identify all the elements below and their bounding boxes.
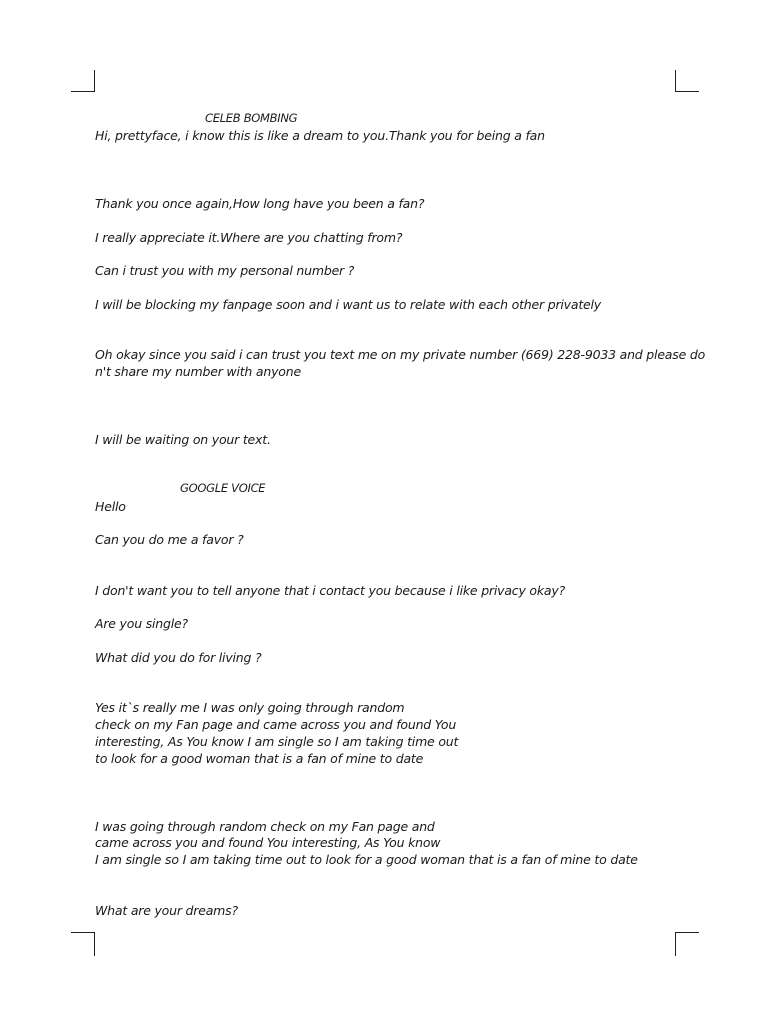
text-line: Hello <box>95 499 126 514</box>
text-line: I will be waiting on your text. <box>95 432 271 447</box>
text-line: I don't want you to tell anyone that i contact you because i like privacy okay? <box>95 583 566 598</box>
crop-mark-top-right-h <box>675 91 699 92</box>
text-line: check on my Fan page and came across you and found You <box>95 717 457 732</box>
text-line: I was going through random check on my Fan page and <box>95 819 435 834</box>
text-line: n't share my number with anyone <box>95 364 301 379</box>
text-line: Can i trust you with my personal number ? <box>95 263 355 278</box>
text-line: to look for a good woman that is a fan of mine to date <box>95 751 424 766</box>
text-line: What did you do for living ? <box>95 650 262 665</box>
crop-mark-top-left-h <box>71 91 95 92</box>
text-line: Can you do me a favor ? <box>95 532 244 547</box>
text-line: Are you single? <box>95 616 188 631</box>
crop-mark-top-right <box>675 70 676 92</box>
text-line: came across you and found You interesting, As You know <box>95 835 441 850</box>
crop-mark-bottom-right <box>675 932 676 956</box>
crop-mark-bottom-left <box>94 932 95 956</box>
text-line: Thank you once again,How long have you been a fan? <box>95 196 425 211</box>
text-line: I will be blocking my fanpage soon and i want us to relate with each other privately <box>95 297 601 312</box>
crop-mark-top-left <box>94 70 95 92</box>
heading-celeb-bombing: CELEB BOMBING <box>205 111 298 125</box>
text-line: I really appreciate it.Where are you chatting from? <box>95 230 403 245</box>
text-line: Oh okay since you said i can trust you text me on my private number (669) 228-9033 and please do <box>95 347 706 362</box>
text-line: What are your dreams? <box>95 903 238 918</box>
text-line: Hi, prettyface, i know this is like a dream to you.Thank you for being a fan <box>95 128 545 143</box>
crop-mark-bottom-right-h <box>675 932 699 933</box>
text-line: interesting, As You know I am single so I am taking time out <box>95 734 459 749</box>
heading-google-voice: GOOGLE VOICE <box>180 481 266 495</box>
text-line: I am single so I am taking time out to look for a good woman that is a fan of mine to date <box>95 852 638 867</box>
text-line: Yes it`s really me I was only going through random <box>95 700 405 715</box>
crop-mark-bottom-left-h <box>71 932 95 933</box>
